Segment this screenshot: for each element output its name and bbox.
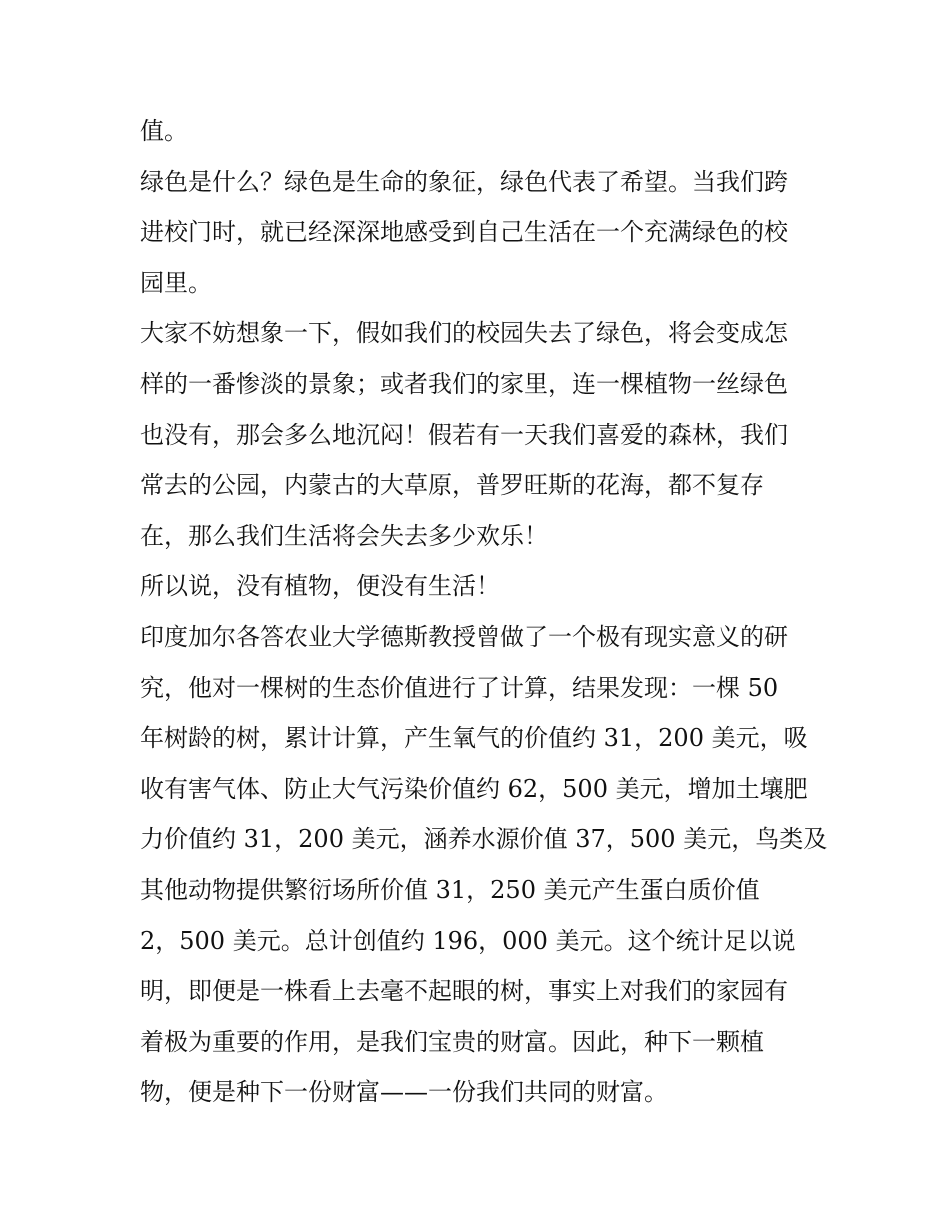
- text-line: 2，500 美元。总计创值约 196，000 美元。这个统计足以说: [140, 926, 796, 955]
- text-line: 明，即便是一株看上去毫不起眼的树，事实上对我们的家园有: [140, 977, 788, 1006]
- text-line: 样的一番惨淡的景象；或者我们的家里，连一棵植物一丝绿色: [140, 369, 788, 398]
- text-line: 进校门时，就已经深深地感受到自己生活在一个充满绿色的校: [140, 218, 788, 247]
- text-line: 常去的公园，内蒙古的大草原，普罗旺斯的花海，都不复存: [140, 471, 764, 500]
- text-line: 绿色是什么？绿色是生命的象征，绿色代表了希望。当我们跨: [140, 167, 788, 196]
- document-text: [140, 106, 828, 1118]
- text-line: 值。: [140, 117, 188, 145]
- text-line: 所以说，没有植物，便没有生活！: [140, 572, 500, 601]
- text-line: 物，便是种下一份财富——一份我们共同的财富。: [140, 1078, 668, 1107]
- text-line: 印度加尔各答农业大学德斯教授曾做了一个极有现实意义的研: [140, 622, 788, 651]
- text-line: 着极为重要的作用，是我们宝贵的财富。因此，种下一颗植: [140, 1027, 764, 1056]
- text-line: 力价值约 31，200 美元，涵养水源价值 37，500 美元，鸟类及: [140, 825, 828, 854]
- text-line: 园里。: [140, 268, 212, 297]
- text-line: 在，那么我们生活将会失去多少欢乐！: [140, 521, 548, 550]
- text-line: 也没有，那会多么地沉闷！假若有一天我们喜爱的森林，我们: [140, 420, 788, 449]
- text-line: 收有害气体、防止大气污染价值约 62，500 美元，增加土壤肥: [140, 774, 808, 803]
- text-line: 其他动物提供繁衍场所价值 31，250 美元产生蛋白质价值: [140, 875, 760, 904]
- text-line: 大家不妨想象一下，假如我们的校园失去了绿色，将会变成怎: [140, 319, 788, 348]
- text-line: 年树龄的树，累计计算，产生氧气的价值约 31，200 美元，吸: [140, 724, 808, 753]
- text-line: 究，他对一棵树的生态价值进行了计算，结果发现：一棵 50: [140, 673, 779, 702]
